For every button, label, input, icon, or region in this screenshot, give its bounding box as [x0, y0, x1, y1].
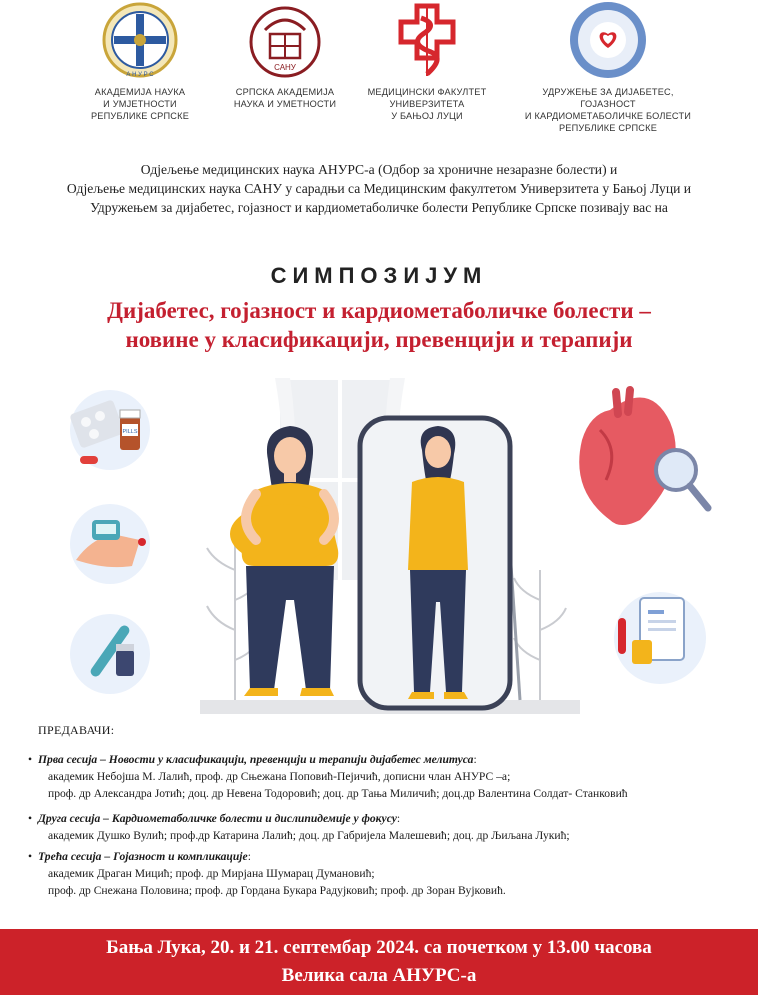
- footer-venue: Велика сала АНУРС-а: [281, 965, 477, 986]
- glucometer-icon: [70, 504, 150, 584]
- illustration: [50, 370, 720, 720]
- diabetes-association-caption: УДРУЖЕЊЕ ЗА ДИЈАБЕТЕС, ГОЈАЗНОСТ И КАРДИОМЕТАБОЛИЧКЕ БОЛЕСТИ РЕПУБЛИКЕ СРПСКЕ: [524, 87, 692, 133]
- lecturers-heading: ПРЕДАВАЧИ:: [38, 723, 115, 737]
- insulin-pen-icon: [70, 614, 150, 694]
- session-1-head: • Прва сесија – Новости у класификацији, превенцији и терапији дијабетес мелитуса:: [28, 753, 477, 766]
- anurs-caption: АКАДЕМИЈА НАУКА И УМЈЕТНОСТИ РЕПУБЛИКЕ СРПСКЕ: [90, 87, 190, 121]
- session-1-line-2: проф. др Александра Јотић; доц. др Невена Тодоровић; доц. др Тања Миличић; доц.др Валентина Солдат- Станковић: [48, 787, 628, 800]
- lab-tests-icon: [614, 592, 706, 684]
- anurs-emblem-text: А Н У Р С: [126, 72, 154, 78]
- plant-right: [514, 570, 566, 700]
- pills-label: PILLS: [122, 429, 138, 435]
- session-3-line-2: проф. др Снежана Половина; проф. др Гордана Букара Радујковић; проф. др Зоран Вујковић.: [48, 884, 506, 897]
- footer-banner: [0, 929, 758, 995]
- medical-faculty-logo-block: [342, 0, 512, 122]
- footer-date-time: Бања Лука, 20. и 21. септембар 2024. са почетком у 13.00 часова: [106, 937, 652, 958]
- title-line-1: Дијабетес, гојазност и кардиометаболичке болести –: [107, 298, 651, 323]
- session-2: [28, 810, 738, 844]
- diabetes-association-logo-block: [523, 0, 693, 134]
- heart-magnifier-icon: [579, 390, 708, 525]
- intro-text: [20, 160, 738, 217]
- medical-faculty-caption: МЕДИЦИНСКИ ФАКУЛТЕТ УНИВЕРЗИТЕТА У БАЊОЈ ЛУЦИ: [367, 87, 487, 121]
- session-3-line-1: академик Драган Мицић; проф. др Мирјана Шумарац Думановић;: [48, 867, 375, 880]
- pills-icon: [69, 390, 150, 470]
- symposium-title: [0, 296, 758, 354]
- session-3-head: • Трећа сесија – Гојазност и компликације:: [28, 850, 251, 863]
- session-2-title: Друга сесија – Кардиометаболичке болести и дислипидемије у фокусу: [38, 812, 397, 825]
- diabetes-association-emblem-icon: [566, 0, 650, 82]
- bullet-icon: •: [28, 850, 33, 863]
- sanu-emblem-icon: [245, 0, 325, 82]
- session-2-head: • Друга сесија – Кардиометаболичке болести и дислипидемије у фокусу:: [28, 812, 401, 825]
- symposium-label: СИМПОЗИЈУМ: [270, 263, 488, 288]
- sanu-emblem-text: САНУ: [274, 63, 296, 72]
- session-1: [28, 751, 738, 802]
- session-2-line-1: академик Душко Вулић; проф.др Катарина Лалић; доц. др Габријела Малешевић; доц. др Љиљана Лукић;: [48, 829, 570, 842]
- session-3: [28, 848, 738, 899]
- bullet-icon: •: [28, 812, 33, 825]
- medical-faculty-emblem-icon: [387, 0, 467, 82]
- session-1-line-1: академик Небојша М. Лалић, проф. др Сњежана Поповић-Пејичић, дописни члан АНУРС –а;: [48, 770, 511, 783]
- title-line-2: новине у класификацији, превенцији и терапији: [125, 327, 633, 352]
- session-3-title: Трећа сесија – Гојазност и компликације: [38, 850, 248, 863]
- mirror: [360, 418, 520, 708]
- session-1-title: Прва сесија – Новости у класификацији, превенцији и терапији дијабетес мелитуса: [38, 753, 474, 766]
- intro-line-3: Удружењем за дијабетес, гојазност и кардиометаболичке болести Републике Српске позивају вас на: [90, 200, 668, 215]
- bullet-icon: •: [28, 753, 33, 766]
- anurs-emblem-icon: [100, 0, 180, 82]
- intro-line-2: Одјељење медицинских наука САНУ у сарадњи са Медицинским факултетом Универзитета у Бањој Луци и: [66, 181, 692, 196]
- sanu-caption: СРПСКА АКАДЕМИЈА НАУКА И УМЕТНОСТИ: [233, 87, 337, 109]
- intro-line-1: Одјељење медицинских наука АНУРС-а (Одбор за хроничне незаразне болести) и: [140, 162, 618, 177]
